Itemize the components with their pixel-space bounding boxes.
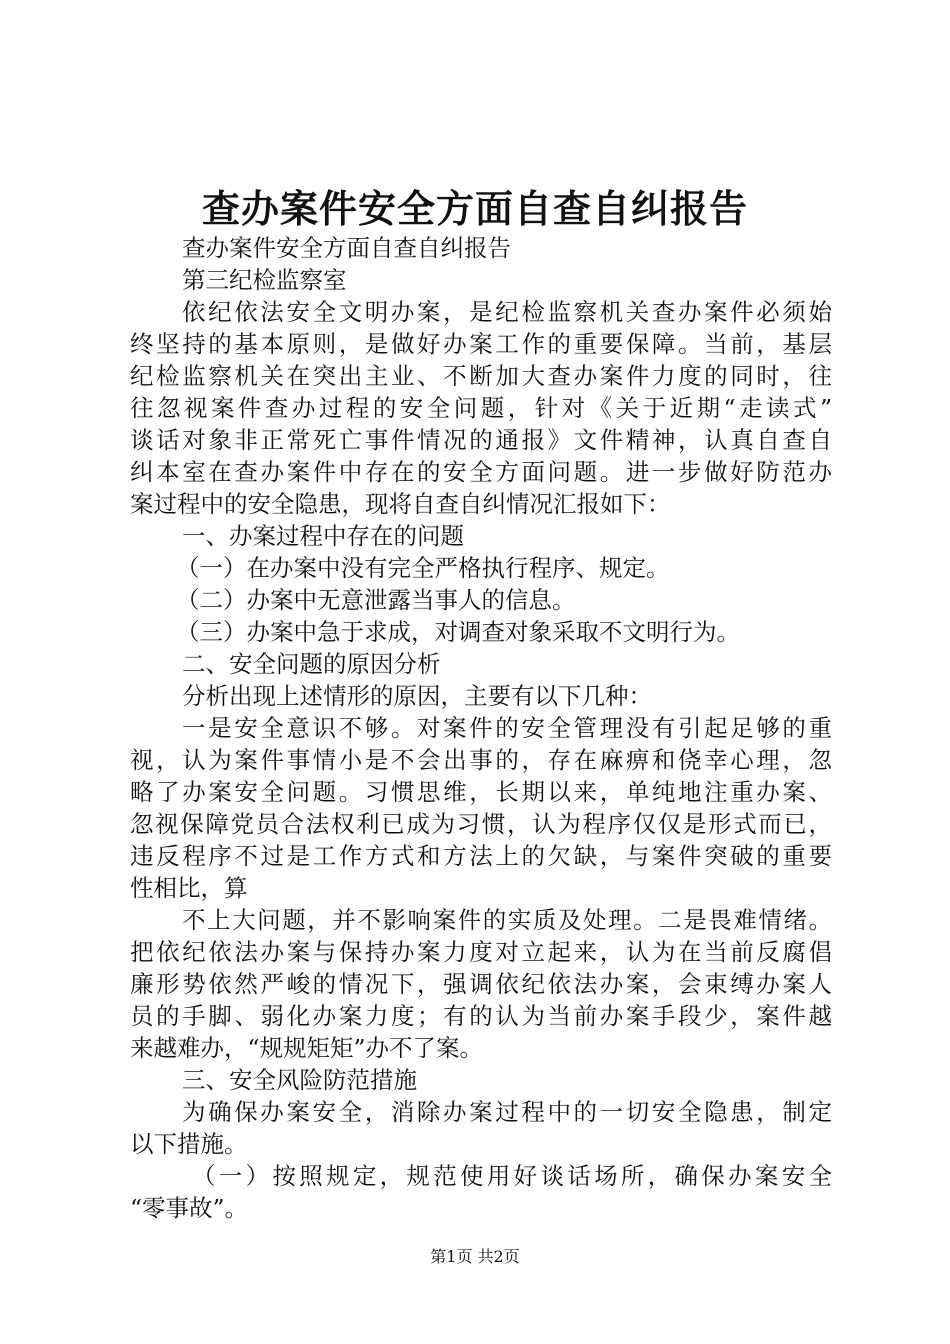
paragraph-line: 纪检监察机关在突出主业、不断加大查办案件力度的同时，往 (130, 362, 832, 390)
paragraph-line: 纠本室在查办案件中存在的安全方面问题。进一步做好防范办 (130, 458, 832, 486)
paragraph-line: 往忽视案件查办过程的安全问题，针对《关于近期“走读式” (130, 394, 832, 422)
paragraph-line: 以下措施。 (130, 1130, 248, 1158)
paragraph-line: 性相比，算 (130, 874, 248, 902)
paragraph-line: 依纪依法安全文明办案，是纪检监察机关查办案件必须始 (182, 298, 832, 326)
paragraph-line: 案过程中的安全隐患，现将自查自纠情况汇报如下： (130, 490, 671, 518)
paragraph-line: 终坚持的基本原则，是做好办案工作的重要保障。当前，基层 (130, 330, 832, 358)
paragraph-line: 为确保办案安全，消除办案过程中的一切安全隐患，制定 (182, 1098, 832, 1126)
paragraph-line: （一）在办案中没有完全严格执行程序、规定。 (176, 554, 670, 582)
page-footer: 第1页 共2页 (430, 1247, 520, 1266)
paragraph-line: （三）办案中急于求成，对调查对象采取不文明行为。 (176, 618, 740, 646)
paragraph-line: （二）办案中无意泄露当事人的信息。 (176, 586, 576, 614)
paragraph-line: 不上大问题，并不影响案件的实质及处理。二是畏难情绪。 (182, 906, 832, 934)
paragraph-line: 把依纪依法办案与保持办案力度对立起来，认为在当前反腐倡 (130, 938, 832, 966)
paragraph-line: “零事故”。 (130, 1194, 249, 1222)
document-body (130, 232, 832, 1224)
paragraph-line: 一是安全意识不够。对案件的安全管理没有引起足够的重 (182, 714, 832, 742)
paragraph-line: （一）按照规定，规范使用好谈话场所，确保办案安全 (192, 1162, 832, 1190)
paragraph-line: 违反程序不过是工作方式和方法上的欠缺，与案件突破的重要 (130, 842, 832, 870)
paragraph-line: 员的手脚、弱化办案力度；有的认为当前办案手段少，案件越 (130, 1002, 832, 1030)
paragraph-line: 第三纪检监察室 (182, 266, 347, 294)
paragraph-line: 三、安全风险防范措施 (182, 1066, 417, 1094)
document-title: 查办案件安全方面自查自纠报告 (201, 186, 748, 231)
paragraph-line: 二、安全问题的原因分析 (182, 650, 441, 678)
paragraph-line: 查办案件安全方面自查自纠报告 (182, 234, 511, 262)
paragraph-line: 来越难办，“规规矩矩”办不了案。 (130, 1034, 484, 1062)
paragraph-line: 视，认为案件事情小是不会出事的，存在麻痹和侥幸心理，忽 (130, 746, 832, 774)
paragraph-line: 分析出现上述情形的原因，主要有以下几种： (182, 682, 652, 710)
paragraph-line: 略了办案安全问题。习惯思维，长期以来，单纯地注重办案、 (130, 778, 832, 806)
paragraph-line: 谈话对象非正常死亡事件情况的通报》文件精神，认真自查自 (130, 426, 832, 454)
paragraph-line: 忽视保障党员合法权利已成为习惯，认为程序仅仅是形式而已， (130, 810, 832, 838)
paragraph-line: 一、办案过程中存在的问题 (182, 522, 464, 550)
paragraph-line: 廉形势依然严峻的情况下，强调依纪依法办案，会束缚办案人 (130, 970, 832, 998)
